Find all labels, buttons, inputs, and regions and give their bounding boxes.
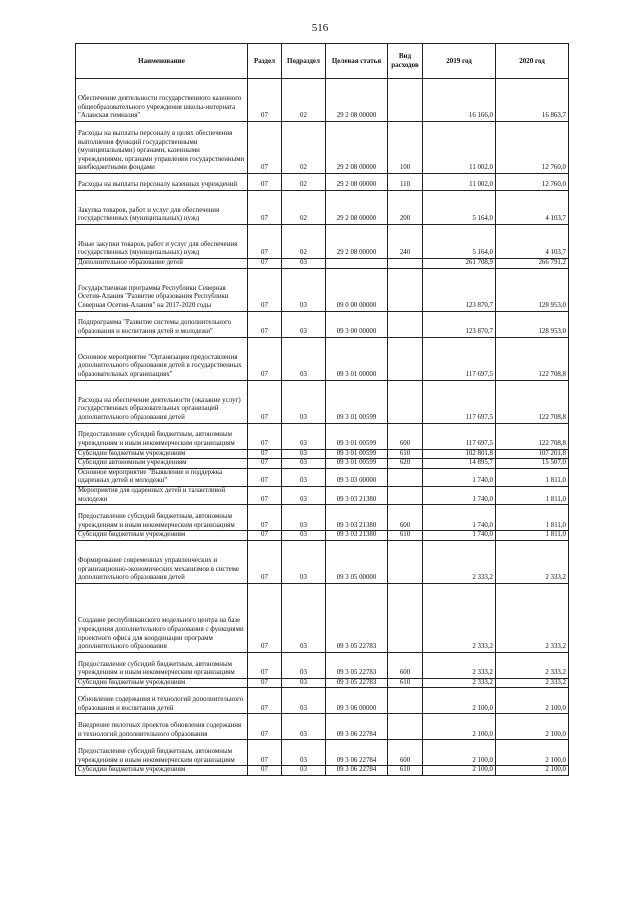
table-row xyxy=(76,459,569,469)
row-target: 09 3 03 21380 xyxy=(326,505,388,531)
row-2019: 117 697,5 xyxy=(423,337,496,380)
row-expense xyxy=(388,583,423,652)
header-expense: Вид расходов xyxy=(388,44,423,79)
row-expense xyxy=(388,259,423,269)
row-subsection: 03 xyxy=(282,449,326,459)
row-section: 07 xyxy=(248,468,282,486)
row-section: 07 xyxy=(248,174,282,191)
row-section: 07 xyxy=(248,423,282,449)
row-target: 09 3 05 22783 xyxy=(326,678,388,688)
row-2019: 11 002,0 xyxy=(423,174,496,191)
row-2019: 102 801,8 xyxy=(423,449,496,459)
table-row xyxy=(76,505,569,531)
table-row xyxy=(76,311,569,337)
row-subsection: 03 xyxy=(282,423,326,449)
table-row xyxy=(76,174,569,191)
row-expense xyxy=(388,688,423,714)
header-name: Наименование xyxy=(76,44,248,79)
row-2020: 2 333,2 xyxy=(496,678,569,688)
row-expense xyxy=(388,380,423,423)
row-expense: 240 xyxy=(388,225,423,259)
row-expense: 610 xyxy=(388,531,423,541)
row-2020: 107 201,8 xyxy=(496,449,569,459)
header-row xyxy=(76,44,569,79)
row-expense: 110 xyxy=(388,174,423,191)
row-section: 07 xyxy=(248,191,282,225)
row-expense xyxy=(388,540,423,583)
row-name: Предоставление субсидий бюджетным, автономным учреждениям и иным некоммерческим организациям xyxy=(76,652,248,678)
row-section: 07 xyxy=(248,678,282,688)
row-subsection: 03 xyxy=(282,531,326,541)
row-subsection: 03 xyxy=(282,311,326,337)
row-2019: 2 333,2 xyxy=(423,678,496,688)
row-expense: 600 xyxy=(388,740,423,766)
row-target: 09 3 01 00599 xyxy=(326,423,388,449)
row-2020: 2 100,0 xyxy=(496,688,569,714)
header-section: Раздел xyxy=(248,44,282,79)
row-2019: 1 740,0 xyxy=(423,468,496,486)
row-subsection: 03 xyxy=(282,652,326,678)
row-2019: 2 333,2 xyxy=(423,583,496,652)
row-section: 07 xyxy=(248,688,282,714)
row-name: Расходы на обеспечение деятельности (оказание услуг) государственных образовательных организаций дополнительного образования детей xyxy=(76,380,248,423)
row-2020: 122 708,8 xyxy=(496,423,569,449)
table-row xyxy=(76,259,569,269)
row-subsection: 02 xyxy=(282,122,326,174)
row-2020: 2 333,2 xyxy=(496,540,569,583)
row-section: 07 xyxy=(248,337,282,380)
row-section: 07 xyxy=(248,79,282,122)
row-target: 09 3 01 00599 xyxy=(326,459,388,469)
row-target: 09 3 06 00000 xyxy=(326,688,388,714)
table-row xyxy=(76,486,569,504)
row-subsection: 03 xyxy=(282,505,326,531)
row-subsection: 03 xyxy=(282,486,326,504)
row-section: 07 xyxy=(248,259,282,269)
row-2020: 15 507,0 xyxy=(496,459,569,469)
table-row xyxy=(76,337,569,380)
row-section: 07 xyxy=(248,531,282,541)
table-row xyxy=(76,79,569,122)
row-name: Субсидии бюджетным учреждениям xyxy=(76,766,248,776)
row-2019: 2 100,0 xyxy=(423,688,496,714)
row-2020: 122 708,8 xyxy=(496,380,569,423)
row-2019: 2 100,0 xyxy=(423,714,496,740)
row-expense: 600 xyxy=(388,652,423,678)
row-section: 07 xyxy=(248,714,282,740)
row-subsection: 02 xyxy=(282,79,326,122)
row-name: Дополнительное образование детей xyxy=(76,259,248,269)
row-target: 09 3 01 00599 xyxy=(326,380,388,423)
header-2019: 2019 год xyxy=(423,44,496,79)
row-subsection: 03 xyxy=(282,766,326,776)
row-2019: 2 100,0 xyxy=(423,766,496,776)
row-2020: 1 811,0 xyxy=(496,486,569,504)
row-2019: 117 697,5 xyxy=(423,423,496,449)
row-name: Внедрение пилотных проектов обновления содержания и технологий дополнительного образования xyxy=(76,714,248,740)
row-subsection: 02 xyxy=(282,225,326,259)
row-expense: 610 xyxy=(388,766,423,776)
table-row xyxy=(76,540,569,583)
row-target: 09 3 06 22784 xyxy=(326,766,388,776)
row-2020: 2 100,0 xyxy=(496,740,569,766)
row-2020: 2 100,0 xyxy=(496,766,569,776)
header-subsection: Подраздел xyxy=(282,44,326,79)
row-target: 09 3 05 22783 xyxy=(326,652,388,678)
row-section: 07 xyxy=(248,459,282,469)
table-row xyxy=(76,766,569,776)
row-name: Предоставление субсидий бюджетным, автономным учреждениям и иным некоммерческим организациям xyxy=(76,505,248,531)
table-row xyxy=(76,268,569,311)
row-subsection: 03 xyxy=(282,380,326,423)
row-2019: 5 164,0 xyxy=(423,191,496,225)
row-section: 07 xyxy=(248,740,282,766)
row-subsection: 02 xyxy=(282,191,326,225)
row-2019: 5 164,0 xyxy=(423,225,496,259)
row-2020: 2 333,2 xyxy=(496,583,569,652)
row-2019: 261 708,9 xyxy=(423,259,496,269)
row-section: 07 xyxy=(248,583,282,652)
row-name: Обновление содержания и технологий дополнительного образования и воспитания детей xyxy=(76,688,248,714)
row-target: 09 3 06 22784 xyxy=(326,714,388,740)
table-row xyxy=(76,468,569,486)
row-2020: 12 760,0 xyxy=(496,122,569,174)
row-name: Расходы на выплаты персоналу казенных учреждений xyxy=(76,174,248,191)
row-subsection: 03 xyxy=(282,688,326,714)
table-row xyxy=(76,688,569,714)
row-section: 07 xyxy=(248,486,282,504)
table-row xyxy=(76,583,569,652)
row-2019: 1 740,0 xyxy=(423,531,496,541)
row-subsection: 03 xyxy=(282,540,326,583)
row-target: 29 2 08 00000 xyxy=(326,79,388,122)
row-section: 07 xyxy=(248,652,282,678)
row-name: Основное мероприятие "Выявление и поддержка одаренных детей и молодежи" xyxy=(76,468,248,486)
row-name: Мероприятия для одаренных детей и талантливой молодежи xyxy=(76,486,248,504)
row-2019: 2 333,2 xyxy=(423,652,496,678)
row-2020: 12 760,0 xyxy=(496,174,569,191)
row-expense: 600 xyxy=(388,423,423,449)
row-section: 07 xyxy=(248,380,282,423)
table-row xyxy=(76,449,569,459)
row-name: Подпрограмма "Развитие системы дополнительного образования и воспитания детей и молодежи" xyxy=(76,311,248,337)
row-name: Основное мероприятие "Организация предоставления дополнительного образования детей в государственных образовательных организациях" xyxy=(76,337,248,380)
header-2020: 2020 год xyxy=(496,44,569,79)
row-expense: 610 xyxy=(388,449,423,459)
table-row xyxy=(76,122,569,174)
row-target: 09 3 03 21380 xyxy=(326,531,388,541)
row-2019: 1 740,0 xyxy=(423,505,496,531)
row-subsection: 03 xyxy=(282,459,326,469)
row-target: 09 3 01 00599 xyxy=(326,449,388,459)
row-expense xyxy=(388,468,423,486)
row-target: 09 3 06 22784 xyxy=(326,740,388,766)
row-name: Создание республиканского модельного центра на базе учреждения дополнительного образования с функциями проектного офиса для координации программ дополнительного образования xyxy=(76,583,248,652)
row-expense: 600 xyxy=(388,505,423,531)
row-target: 29 2 08 00000 xyxy=(326,225,388,259)
row-name: Расходы на выплаты персоналу в целях обеспечения выполнения функций государственными (муниципальными) органами, казенными учреждениями, органами управления государственными внебюджетными фондами xyxy=(76,122,248,174)
table-row xyxy=(76,678,569,688)
row-expense xyxy=(388,486,423,504)
row-expense: 610 xyxy=(388,678,423,688)
table-row xyxy=(76,191,569,225)
row-section: 07 xyxy=(248,540,282,583)
row-2019: 123 870,7 xyxy=(423,268,496,311)
row-name: Обеспечение деятельности государственного казенного общеобразовательного учреждения школы-интерната "Аланская гимназия" xyxy=(76,79,248,122)
row-2019: 1 740,0 xyxy=(423,486,496,504)
row-2020: 4 103,7 xyxy=(496,225,569,259)
row-target: 09 3 03 00000 xyxy=(326,468,388,486)
table-row xyxy=(76,225,569,259)
row-2020: 128 953,0 xyxy=(496,268,569,311)
row-expense xyxy=(388,268,423,311)
row-name: Формирование современных управленческих и организационно-экономических механизмов в системе дополнительного образования детей xyxy=(76,540,248,583)
row-expense: 200 xyxy=(388,191,423,225)
row-subsection: 03 xyxy=(282,714,326,740)
row-2019: 14 895,7 xyxy=(423,459,496,469)
row-section: 07 xyxy=(248,311,282,337)
row-2019: 16 166,0 xyxy=(423,79,496,122)
row-subsection: 03 xyxy=(282,678,326,688)
row-target: 29 2 08 00000 xyxy=(326,122,388,174)
row-2020: 1 811,0 xyxy=(496,531,569,541)
row-section: 07 xyxy=(248,225,282,259)
row-subsection: 03 xyxy=(282,259,326,269)
page-number: 516 xyxy=(311,22,329,34)
row-subsection: 03 xyxy=(282,468,326,486)
row-target: 09 3 03 21380 xyxy=(326,486,388,504)
row-expense xyxy=(388,79,423,122)
row-name: Иные закупки товаров, работ и услуг для обеспечения государственных (муниципальных) нужд xyxy=(76,225,248,259)
table-row xyxy=(76,531,569,541)
row-2020: 122 708,8 xyxy=(496,337,569,380)
row-section: 07 xyxy=(248,268,282,311)
table-row xyxy=(76,740,569,766)
row-expense xyxy=(388,714,423,740)
row-expense xyxy=(388,311,423,337)
row-expense xyxy=(388,337,423,380)
table-row xyxy=(76,652,569,678)
row-target: 09 3 05 22783 xyxy=(326,583,388,652)
row-target xyxy=(326,259,388,269)
row-name: Государственная программа Республики Северная Осетия-Алания "Развитие образования Республики Северная Осетия-Алания" на 2017-2020 годы xyxy=(76,268,248,311)
row-2019: 2 333,2 xyxy=(423,540,496,583)
row-subsection: 03 xyxy=(282,268,326,311)
table-row xyxy=(76,423,569,449)
row-2020: 2 100,0 xyxy=(496,714,569,740)
row-2019: 11 002,0 xyxy=(423,122,496,174)
table-row xyxy=(76,380,569,423)
row-name: Субсидии автономным учреждениям xyxy=(76,459,248,469)
row-name: Субсидии бюджетным учреждениям xyxy=(76,531,248,541)
row-2020: 16 863,7 xyxy=(496,79,569,122)
row-2019: 123 870,7 xyxy=(423,311,496,337)
row-2020: 266 791,2 xyxy=(496,259,569,269)
row-name: Субсидии бюджетным учреждениям xyxy=(76,678,248,688)
budget-table xyxy=(75,43,569,776)
row-subsection: 03 xyxy=(282,337,326,380)
row-target: 09 3 05 00000 xyxy=(326,540,388,583)
row-target: 09 3 01 00000 xyxy=(326,337,388,380)
row-section: 07 xyxy=(248,505,282,531)
row-name: Субсидии бюджетным учреждениям xyxy=(76,449,248,459)
row-name: Предоставление субсидий бюджетным, автономным учреждениям и иным некоммерческим организациям xyxy=(76,423,248,449)
row-expense: 100 xyxy=(388,122,423,174)
row-target: 29 2 08 00000 xyxy=(326,174,388,191)
row-2020: 1 811,0 xyxy=(496,468,569,486)
row-subsection: 02 xyxy=(282,174,326,191)
row-section: 07 xyxy=(248,766,282,776)
table-row xyxy=(76,714,569,740)
row-2020: 128 953,0 xyxy=(496,311,569,337)
row-2019: 117 697,5 xyxy=(423,380,496,423)
header-target: Целевая статья xyxy=(326,44,388,79)
row-subsection: 03 xyxy=(282,740,326,766)
row-section: 07 xyxy=(248,449,282,459)
row-2020: 1 811,0 xyxy=(496,505,569,531)
row-name: Предоставление субсидий бюджетным, автономным учреждениям и иным некоммерческим организациям xyxy=(76,740,248,766)
row-target: 09 0 00 00000 xyxy=(326,268,388,311)
row-target: 29 2 08 00000 xyxy=(326,191,388,225)
row-target: 09 3 00 00000 xyxy=(326,311,388,337)
row-name: Закупка товаров, работ и услуг для обеспечения государственных (муниципальных) нужд xyxy=(76,191,248,225)
row-expense: 620 xyxy=(388,459,423,469)
row-2020: 4 103,7 xyxy=(496,191,569,225)
row-2020: 2 333,2 xyxy=(496,652,569,678)
row-2019: 2 100,0 xyxy=(423,740,496,766)
row-subsection: 03 xyxy=(282,583,326,652)
row-section: 07 xyxy=(248,122,282,174)
